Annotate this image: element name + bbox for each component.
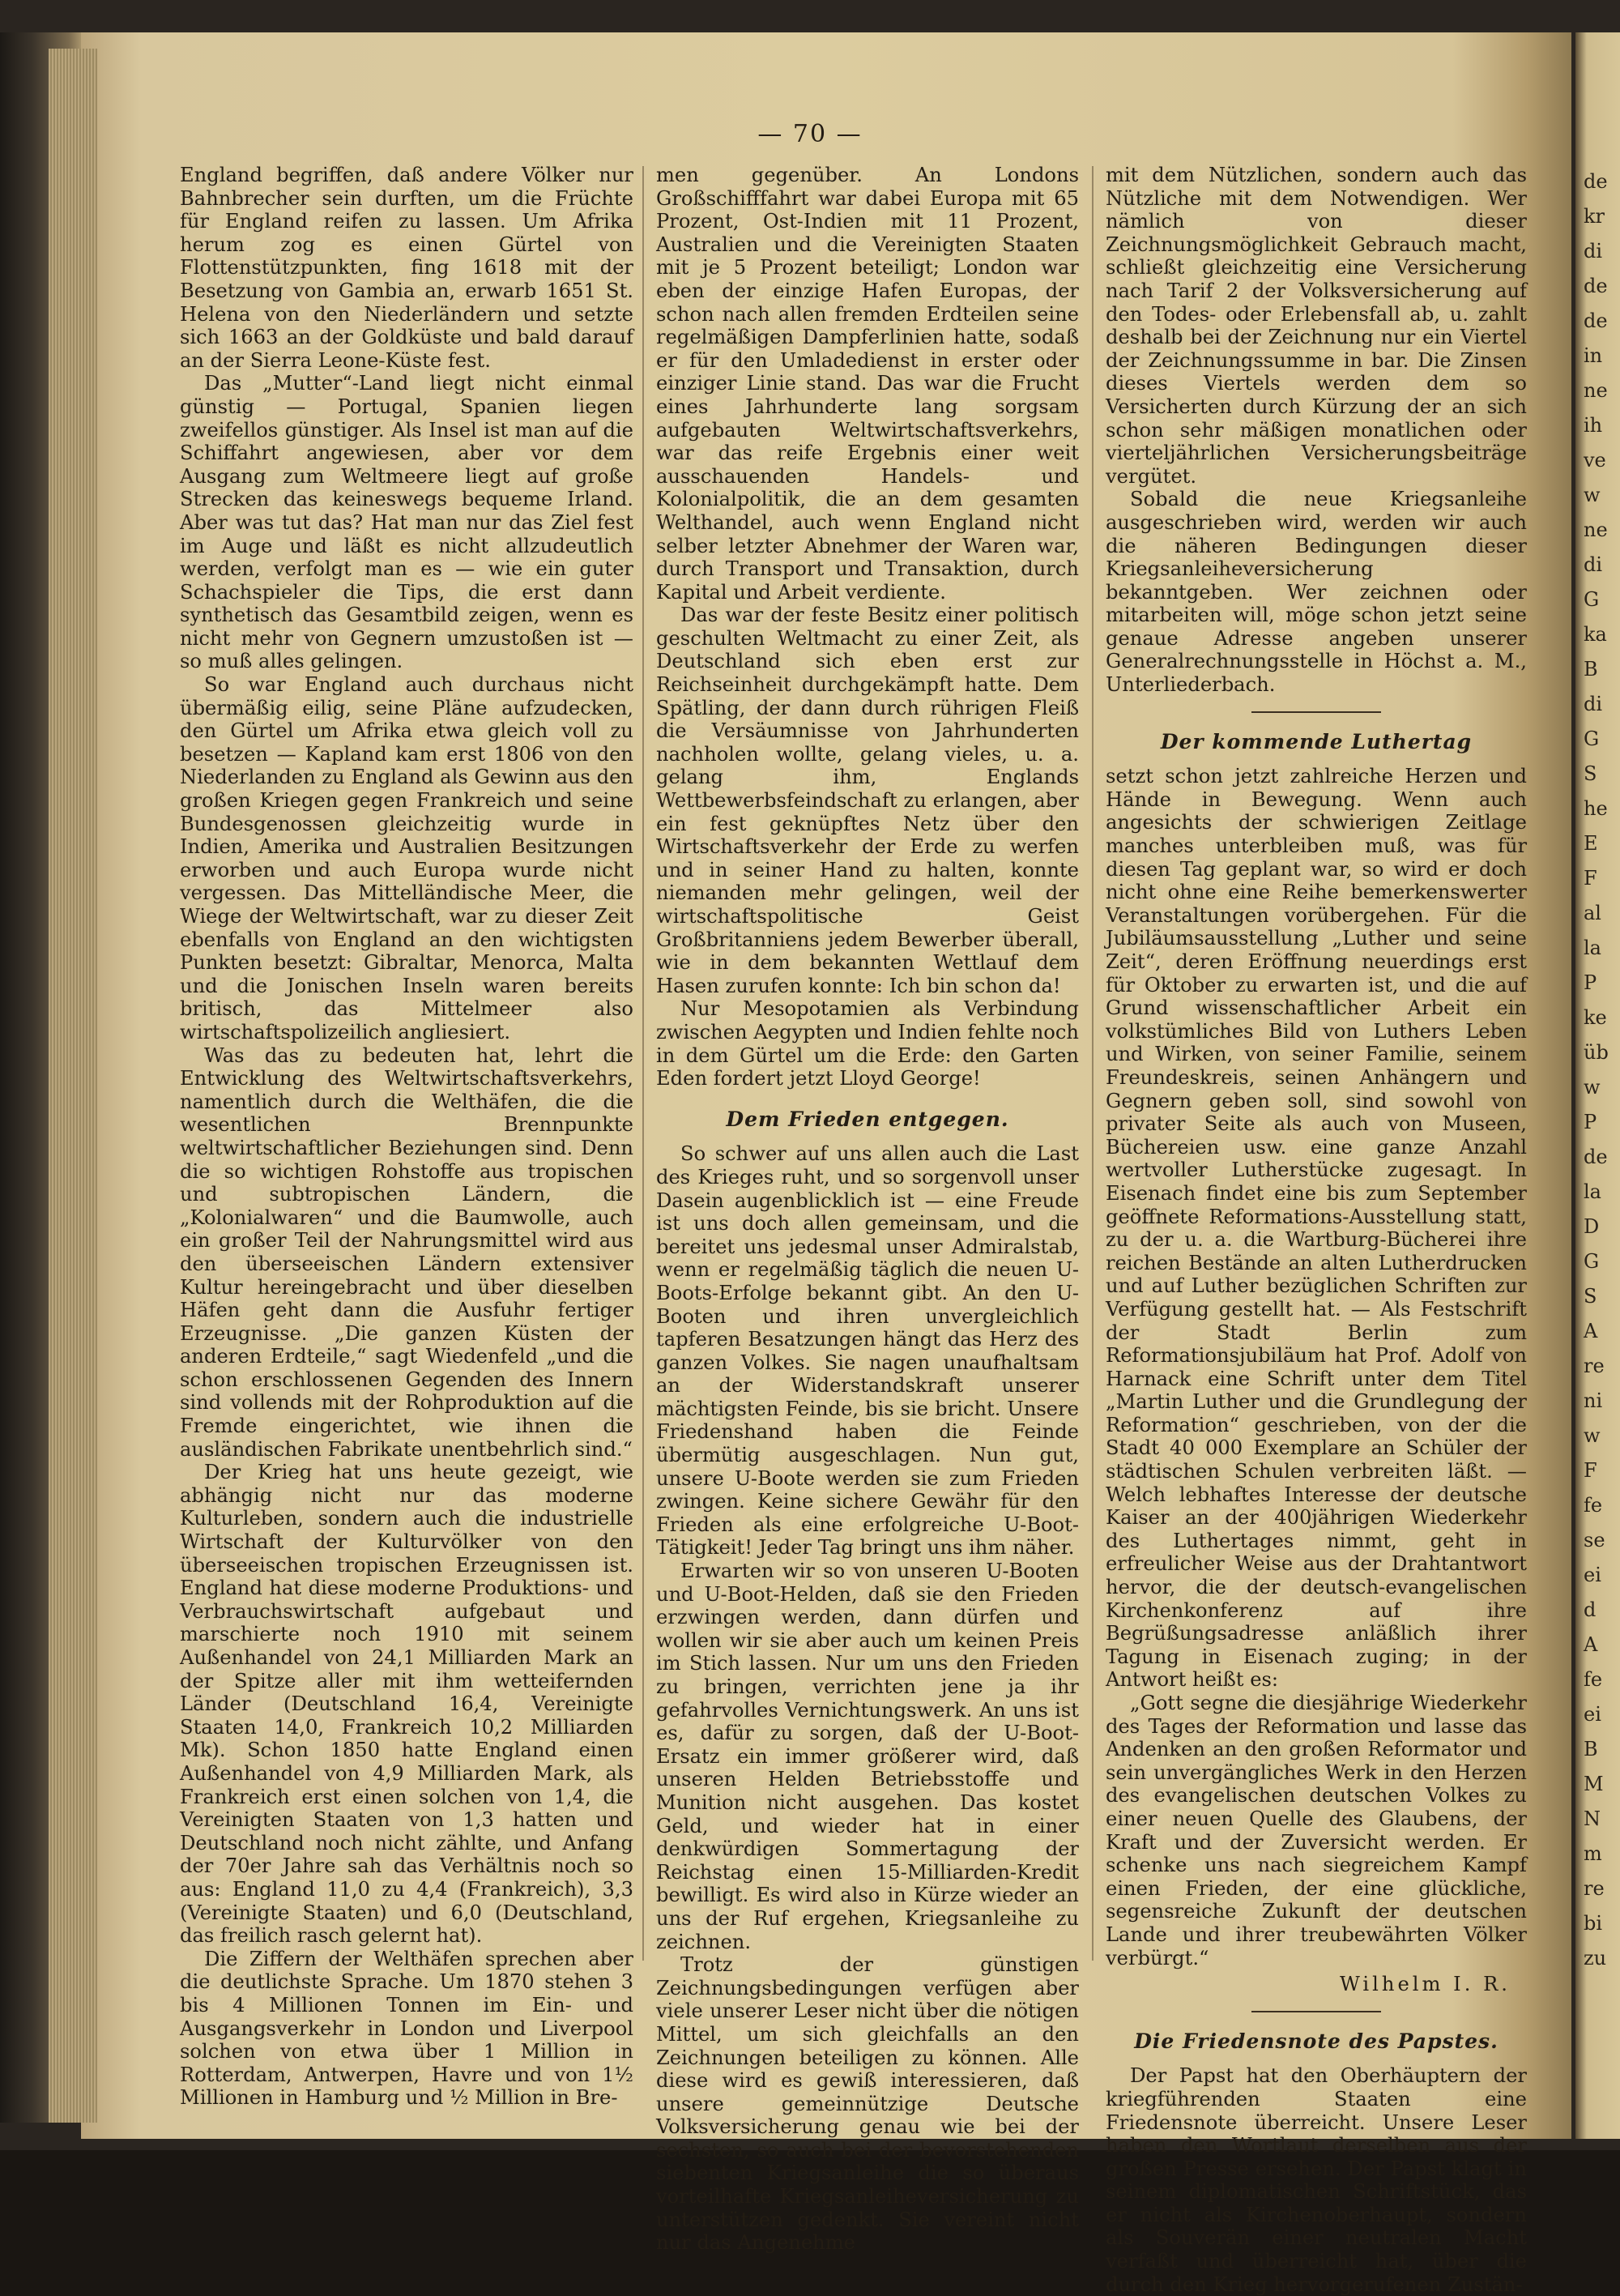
paragraph: Das war der feste Besitz einer politisch geschulten Weltmacht zu einer Zeit, als Deutschland sich eben erst zur Reichseinheit durchgekämpft hatte. Dem Spätling, der dann durch rührigen Fleiß die Versäumnisse von Jahrhunderten nachholen wollte, gelang vieles, u. a. gelang ihm, Englands Wettbewerbsfeindschaft zu erlangen, aber ein fest geknüpftes Netz über den Wirtschaftsverkehr der Erde zu werfen und in seiner Hand zu halten, konnte niemanden mehr gelingen, weil der wirtschaftspolitische Geist Großbritanniens jedem Bewerber überall, wie in dem bekannten Wettlauf dem Hasen zurufen konnte: Ich bin schon da! bbox=[656, 604, 1079, 997]
adjacent-page-text-fragment: fe bbox=[1584, 1494, 1603, 1517]
adjacent-page-text-fragment: di bbox=[1584, 240, 1603, 262]
adjacent-page-text-fragment: m bbox=[1584, 1842, 1602, 1865]
adjacent-page-text-fragment: la bbox=[1584, 1180, 1601, 1203]
paragraph: England begriffen, daß andere Völker nur Bahnbrecher sein durften, um die Früchte für England reifen zu lassen. Um Afrika herum zog es einen Gürtel von Flottenstützpunkten, fing 1618 mit der Besetzung von Gambia an, erwarb 1651 St. Helena von den Niederländern und setzte sich 1663 an der Goldküste und bald darauf an der Sierra Leone-Küste fest. bbox=[180, 164, 633, 372]
adjacent-page-text-fragment: se bbox=[1584, 1529, 1605, 1551]
article-heading: Die Friedensnote des Papstes. bbox=[1134, 2029, 1498, 2053]
adjacent-page-text-fragment: ke bbox=[1584, 1006, 1607, 1029]
adjacent-page-text-fragment: de bbox=[1584, 309, 1608, 332]
paragraph: Trotz der günstigen Zeichnungsbedingungen verfügen aber viele unserer Leser nicht über die nötigen Mittel, um sich gleichfalls an den Zeichnungen beteiligen zu können. Alle diese wird es gewiß interessieren, daß unsere gemeinnützige Deutsche Volksversicherung genau wie bei der sechsten, so auch bei der bevorstehenden siebenten Kriegsanleihe die so überaus vorteilhafte Kriegsanleiheversicherung zu unterstützen gedenkt. Sie vereint nicht nur das Angenehme bbox=[656, 1953, 1079, 2255]
adjacent-page-text-fragment: kr bbox=[1584, 205, 1605, 228]
adjacent-page-text-fragment: ni bbox=[1584, 1389, 1603, 1412]
page-number: — 70 — bbox=[757, 120, 863, 148]
article-heading: Dem Frieden entgegen. bbox=[726, 1107, 1009, 1131]
adjacent-page-text-fragment: G bbox=[1584, 588, 1600, 611]
adjacent-page-text-fragment: B bbox=[1584, 658, 1598, 681]
adjacent-page-text-fragment: ka bbox=[1584, 623, 1607, 646]
adjacent-page-fragment bbox=[1575, 32, 1620, 2139]
adjacent-page-text-fragment: üb bbox=[1584, 1041, 1609, 1064]
adjacent-page-text-fragment: in bbox=[1584, 344, 1603, 367]
adjacent-page-text-fragment: w bbox=[1584, 1424, 1601, 1447]
adjacent-page-text-fragment: bi bbox=[1584, 1912, 1603, 1935]
adjacent-page-text-fragment: ne bbox=[1584, 519, 1608, 541]
adjacent-page-text-fragment: al bbox=[1584, 902, 1601, 924]
paragraph: Was das zu bedeuten hat, lehrt die Entwicklung des Weltwirtschaftsverkehrs, namentlich durch die Welthäfen, die die wesentlichen Brennpunkte weltwirtschaftlicher Beziehungen sind. Denn die so wichtigen Rohstoffe aus tropischen und subtropischen Ländern, die „Kolonialwaren“ und die Baumwolle, auch ein großer Teil der Nahrungsmittel wird aus den überseeischen Ländern extensiver Kultur hereingebracht und über dieselben Häfen geht dann die Ausfuhr fertiger Erzeugnisse. „Die ganzen Küsten der anderen Erdteile,“ sagt Wiedenfeld „und die schon erschlossenen Gegenden des Innern sind vollends mit der Rohproduktion auf die Fremde eingerichtet, wie ihnen die ausländischen Fabrikate unentbehrlich sind.“ bbox=[180, 1043, 633, 1461]
adjacent-page-text-fragment: G bbox=[1584, 728, 1600, 750]
paragraph: Erwarten wir so von unseren U-Booten und U-Boot-Helden, daß sie den Frieden erzwingen werden, dann dürfen und wollen wir sie aber auch um keinen Preis im Stich lassen. Nur um uns den Frieden zu bringen, verrichten jene ja ihr gefahrvolles Vernichtungswerk. An uns ist es, dafür zu sorgen, daß der U-Boot-Ersatz ein immer größerer wird, daß unseren Helden Betriebsstoffe und Munition nicht ausgehen. Das kostet Geld, und wieder hat in einer denkwürdigen Sommertagung der Reichstag einen 15-Milliarden-Kredit bewilligt. Es wird also in Kürze wieder an uns der Ruf ergehen, Kriegsanleihe zu zeichnen. bbox=[656, 1560, 1079, 1953]
section-rule bbox=[1251, 711, 1381, 713]
paragraph: Sobald die neue Kriegsanleihe ausgeschrieben wird, werden wir auch die näheren Bedingungen dieser Kriegsanleiheversicherung bekanntgeben. Wer zeichnen oder mitarbeiten will, möge schon jetzt seine genaue Adresse angeben unserer Generalrechnungsstelle in Höchst a. M., Unterliederbach. bbox=[1106, 488, 1527, 697]
adjacent-page-text-fragment: P bbox=[1584, 971, 1597, 994]
paragraph: setzt schon jetzt zahlreiche Herzen und Hände in Bewegung. Wenn auch angesichts der schwierigen Zeitlage manches unterbleiben muß, was für diesen Tag geplant war, so wird er doch nicht ohne eine Reihe bemerkenswerter Veranstaltungen vorübergehen. Für die Jubiläumsausstellung „Luther und seine Zeit“, deren Eröffnung neuerdings erst für Oktober zu erwarten ist, und die auf Grund wissenschaftlicher Arbeit ein volkstümliches Bild von Luthers Leben und Wirken, von seiner Familie, seinem Freundeskreis, seinen Anhängern und Gegnern geben soll, sind sowohl von privater Seite als auch von Museen, Büchereien usw. eine ganze Anzahl wertvoller Lutherstücke zugesagt. In Eisenach findet eine bis zum September geöffnete Reformations-Ausstellung statt, zu der u. a. die Wartburg-Bücherei ihre reichen Bestände an alten Lutherdrucken und auf Luther bezüglichen Schriften zur Verfügung gestellt hat. — Als Festschrift der Stadt Berlin zum Reformationsjubiläum hat Prof. Adolf von Harnack eine Schrift unter dem Titel „Martin Luther und die Grundlegung der Reformation“ geschrieben, von der die Stadt 40 000 Exemplare an Schüler der städtischen Schulen verbreiten läßt. — Welch lebhaftes Interesse der deutsche Kaiser an der 400jährigen Wiederkehr des Luthertages nimmt, geht in erfreulicher Weise aus der Drahtantwort hervor, die der deutsch-evangelischen Kirchenkonferenz auf ihre Begrüßungsadresse anläßlich ihrer Tagung in Eisenach zuging; in der Antwort heißt es: bbox=[1106, 765, 1527, 1692]
adjacent-page-text-fragment: S bbox=[1584, 762, 1597, 785]
column-divider bbox=[642, 166, 644, 1961]
column-1 bbox=[180, 164, 633, 2110]
adjacent-page-text-fragment: w bbox=[1584, 1076, 1601, 1099]
adjacent-page-text-fragment: di bbox=[1584, 553, 1603, 576]
adjacent-page-text-fragment: B bbox=[1584, 1738, 1598, 1760]
adjacent-page-text-fragment: de bbox=[1584, 1146, 1608, 1168]
signature: Wilhelm I. R. bbox=[1340, 1973, 1511, 1996]
paragraph: So war England auch durchaus nicht übermäßig eilig, seine Pläne aufzudecken, den Gürtel um Afrika etwa gleich voll zu besetzen — Kapland kam erst 1806 von den Niederlanden zu England als Gewinn aus den großen Kriegen gegen Frankreich und seine Bundesgenossen gleichzeitig wurde in Indien, Amerika und Australien Besitzungen erworben und auch Europa wurde nicht vergessen. Das Mittelländische Meer, die Wiege der Weltwirtschaft, war zu dieser Zeit ebenfalls von England an den wichtigsten Punkten besetzt: Gibraltar, Menorca, Malta und die Jonischen Inseln waren bereits britisch, das Mittelmeer also wirtschaftspolizeilich angliesiert. bbox=[180, 673, 633, 1043]
adjacent-page-text-fragment: A bbox=[1584, 1320, 1598, 1342]
adjacent-page-text-fragment: G bbox=[1584, 1250, 1600, 1273]
adjacent-page-text-fragment: ei bbox=[1584, 1564, 1601, 1586]
paragraph: Das „Mutter“-Land liegt nicht einmal günstig — Portugal, Spanien liegen zweifellos günstiger. Als Insel ist man auf die Schiffahrt angewiesen, aber vor dem Ausgang zum Weltmeere liegt auf große Strecken das keineswegs bequeme Irland. Aber was tut das? Hat man nur das Ziel fest im Auge und läßt es nicht allzudeutlich werden, verfolgt man es — wie ein guter Schachspieler die Tips, die erst dann synthetisch das Gesamtbild zeigen, wenn es nicht mehr von Gegnern umzustoßen ist — so muß alles gelingen. bbox=[180, 372, 633, 673]
quote-paragraph: „Gott segne die diesjährige Wiederkehr des Tages der Reformation und lasse das Andenken an den großen Reformator und sein unvergängliches Werk in den Herzen des evangelischen deutschen Volkes zu einer neuen Quelle des Glaubens, der Kraft und der Zuversicht werden. Er schenke uns nach siegreichem Kampf einen Frieden, der eine glückliche, segensreiche Zukunft der deutschen Lande und ihrer treubewährten Völker verbürgt.“ bbox=[1106, 1692, 1527, 1970]
adjacent-page-text-fragment: D bbox=[1584, 1215, 1600, 1238]
adjacent-page-text-fragment: N bbox=[1584, 1807, 1601, 1830]
adjacent-page-text-fragment: de bbox=[1584, 275, 1608, 297]
adjacent-page-text-fragment: ei bbox=[1584, 1703, 1601, 1726]
paragraph: Die Ziffern der Welthäfen sprechen aber die deutlichste Sprache. Um 1870 stehen 3 bis 4 Millionen Tonnen im Ein- und Ausgangsverkehr in London und Liverpool solchen von etwa über 1 Million in Rotterdam, Antwerpen, Havre und von 1½ Millionen in Hamburg und ½ Million in Bre- bbox=[180, 1947, 633, 2110]
paragraph: Der Krieg hat uns heute gezeigt, wie abhängig nicht nur das moderne Kulturleben, sondern auch die industrielle Wirtschaft der Kulturvölker von den überseeischen tropischen Erzeugnissen ist. England hat diese moderne Produktions- und Verbrauchswirtschaft aufgebaut und marschierte noch 1910 mit seinem Außenhandel von 24,1 Milliarden Mark an der Spitze aller mit ihm wetteifernden Länder (Deutschland 16,4, Vereinigte Staaten 14,0, Frankreich 10,2 Milliarden Mk). Schon 1850 hatte England einen Außenhandel von 4,9 Milliarden Mark, als Frankreich erst einen solchen von 1,4, die Vereinigten Staaten von 1,3 hatten und Deutschland noch nicht zählte, und Anfang der 70er Jahre sah das Verhältnis noch so aus: England 11,0 zu 4,4 (Frankreich), 3,3 (Vereinigte Staaten) und 6,0 (Deutschland, das freilich rasch gelernt hat). bbox=[180, 1461, 633, 1948]
adjacent-page-text-fragment: ve bbox=[1584, 449, 1606, 472]
adjacent-page-text-fragment: zu bbox=[1584, 1947, 1607, 1970]
paragraph: men gegenüber. An Londons Großschifffahrt war dabei Europa mit 65 Prozent, Ost-Indien mit 11 Prozent, Australien und die Vereinigten Staaten mit je 5 Prozent beteiligt; London war eben der einzige Hafen Europas, der schon nach allen fremden Erdteilen seine regelmäßigen Dampferlinien hatte, sodaß er für den Umladedienst in erster oder einziger Linie stand. Das war die Frucht eines Jahrhunderte lang sorgsam aufgebauten Weltwirtschaftsverkehrs, war das reife Ergebnis einer weit ausschauenden Handels- und Kolonialpolitik, die an dem gesamten Welthandel, auch wenn England nicht selber letzter Abnehmer der Waren war, durch Transport und Transaktion, durch Kapital und Arbeit verdiente. bbox=[656, 164, 1079, 604]
adjacent-page-text-fragment: S bbox=[1584, 1285, 1597, 1308]
adjacent-page-text-fragment: P bbox=[1584, 1111, 1597, 1133]
adjacent-page-text-fragment: F bbox=[1584, 867, 1597, 890]
paragraph: So schwer auf uns allen auch die Last des Krieges ruht, und so sorgenvoll unser Dasein augenblicklich ist — eine Freude ist uns doch allen gemeinsam, und die bereitet uns jedesmal unser Admiralstab, wenn er regelmäßig täglich die neuen U-Boots-Erfolge bekannt gibt. An den U-Booten und ihren unvergleichlich tapferen Besatzungen hängt das Herz des ganzen Volkes. Sie nagen unaufhaltsam an der Widerstandskraft unserer mächtigsten Feinde, bis sie bricht. Unsere Friedenshand haben die Feinde übermütig ausgeschlagen. Nun gut, unsere U-Boote werden sie zum Frieden zwingen. Keine sichere Gewähr für den Frieden als eine erfolgreiche U-Boot-Tätigkeit! Jeder Tag bringt uns ihm näher. bbox=[656, 1142, 1079, 1560]
adjacent-page-text-fragment: re bbox=[1584, 1877, 1605, 1900]
adjacent-page-text-fragment: fe bbox=[1584, 1668, 1603, 1691]
adjacent-page-text-fragment: di bbox=[1584, 693, 1603, 715]
page-stack-edge bbox=[49, 49, 97, 2123]
adjacent-page-text-fragment: de bbox=[1584, 170, 1608, 193]
paragraph: Der Papst hat den Oberhäuptern der kriegführenden Staaten eine Friedensnote überreicht. Unsere Leser haben den Wortlaut derselben aus der großen Presse ersehen. Der Papst klagt in seinem diplomatischen Schriftstück, das er nicht als Kirchenoberhaupt, sondern als Souverän einer neutralen Macht verfaßt und überreicht hat, über die durch den Krieg hervorgerufenen Zustän- bbox=[1106, 2064, 1527, 2296]
adjacent-page-text-fragment: w bbox=[1584, 484, 1601, 506]
paragraph: Nur Mesopotamien als Verbindung zwischen Aegypten und Indien fehlte noch in dem Gürtel um die Erde: den Garten Eden fordert jetzt Lloyd George! bbox=[656, 997, 1079, 1090]
adjacent-page-text-fragment: la bbox=[1584, 937, 1601, 959]
adjacent-page-text-fragment: M bbox=[1584, 1773, 1604, 1795]
adjacent-page-text-fragment: A bbox=[1584, 1633, 1598, 1656]
adjacent-page-text-fragment: ih bbox=[1584, 414, 1603, 437]
adjacent-page-text-fragment: E bbox=[1584, 832, 1598, 855]
column-3 bbox=[1106, 164, 1527, 2296]
column-divider bbox=[1092, 166, 1094, 1961]
paragraph: mit dem Nützlichen, sondern auch das Nützliche mit dem Notwendigen. Wer nämlich von dieser Zeichnungsmöglichkeit Gebrauch macht, schließt gleichzeitig eine Versicherung nach Tarif 2 der Volksversicherung auf den Todes- oder Erlebensfall ab, u. zahlt deshalb bei der Zeichnung nur ein Viertel der Zeichnungssumme in bar. Die Zinsen dieses Viertels werden dem so Versicherten durch Kürzung der an sich schon sehr mäßigen monatlichen oder vierteljährlichen Versicherungsbeiträge vergütet. bbox=[1106, 164, 1527, 488]
adjacent-page-text-fragment: d bbox=[1584, 1598, 1597, 1621]
adjacent-page-text-fragment: he bbox=[1584, 797, 1608, 820]
adjacent-page-text-fragment: ne bbox=[1584, 379, 1608, 402]
column-2 bbox=[656, 164, 1079, 2255]
article-heading: Der kommende Luthertag bbox=[1160, 729, 1473, 753]
adjacent-page-text-fragment: re bbox=[1584, 1355, 1605, 1377]
adjacent-page-text-fragment: F bbox=[1584, 1459, 1597, 1482]
section-rule bbox=[1251, 2011, 1381, 2012]
